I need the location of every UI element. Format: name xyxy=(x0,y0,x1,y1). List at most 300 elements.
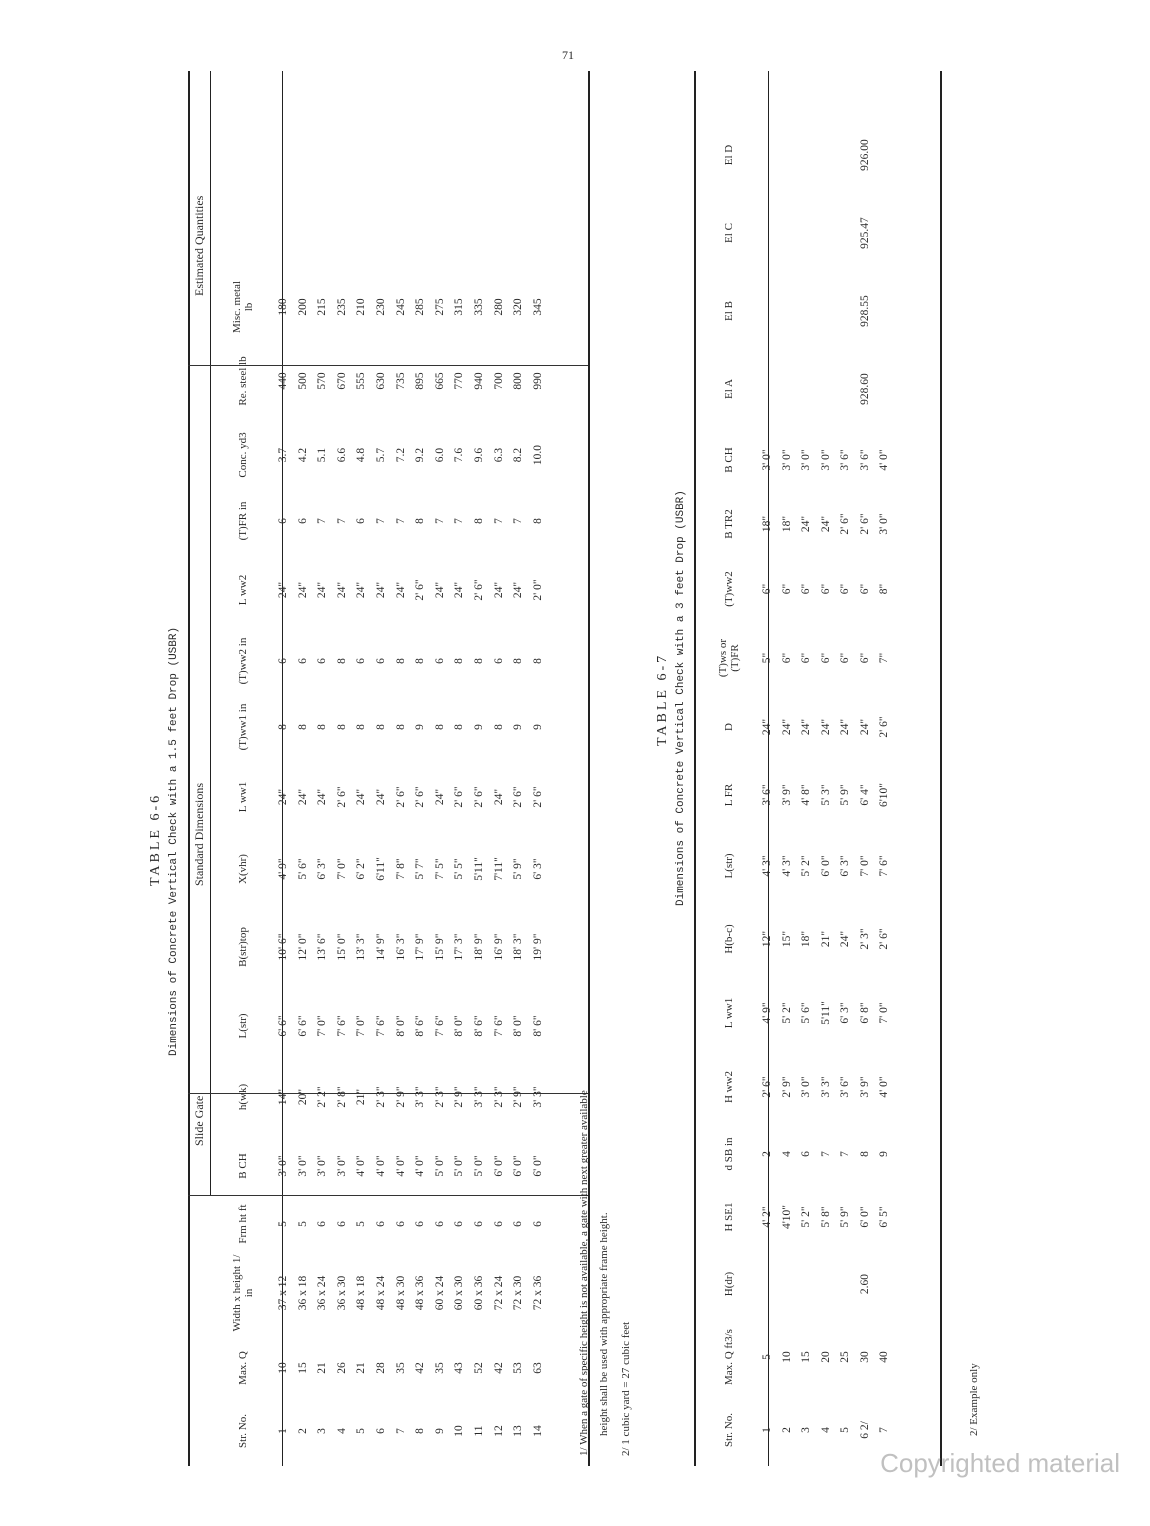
table-cell: 6 xyxy=(335,1221,348,1227)
table-cell: 5' 9" xyxy=(839,784,851,806)
table-cell: 7 xyxy=(819,1151,832,1157)
table1-top-rule xyxy=(188,71,190,1466)
table-cell: 3' 0" xyxy=(780,449,793,471)
t1-column-header: Re. steel lb xyxy=(237,356,249,406)
table-cell xyxy=(817,116,837,194)
table-cell: 8 xyxy=(531,518,544,524)
table-cell: 19' 9" xyxy=(531,933,544,961)
table-cell: 13 xyxy=(512,1425,525,1437)
table-cell: 3' 0" xyxy=(335,1155,348,1177)
table-cell: 6' 0" xyxy=(531,1155,544,1177)
table-cell: 24" xyxy=(819,718,832,736)
table-cell: 24" xyxy=(277,581,289,599)
t2-column-header: L ww1 xyxy=(723,997,735,1029)
table-cell: 4' 3" xyxy=(780,855,793,877)
table-cell: 17' 9" xyxy=(414,933,427,961)
table-cell: 7 xyxy=(453,518,466,524)
table-cell: 6 xyxy=(277,658,289,664)
table-cell: 30 xyxy=(858,1351,871,1363)
table-cell: 24" xyxy=(316,788,329,806)
footnote-1a: 1/ When a gate of specific height is not available, a gate with next greater available xyxy=(578,1090,590,1456)
table-cell: 52 xyxy=(472,1362,485,1374)
table-cell: 5' 6" xyxy=(296,858,309,880)
group-estimated-quantities: Estimated Quantities xyxy=(192,195,206,296)
table-cell: 60 x 24 xyxy=(433,1275,446,1311)
table-cell: 9.2 xyxy=(414,447,427,463)
table-cell: 6 xyxy=(492,1221,505,1227)
table-cell xyxy=(778,116,798,194)
table-cell: 8 xyxy=(316,724,329,730)
table-cell: 72 x 24 xyxy=(492,1275,505,1311)
table-cell: 13' 6" xyxy=(316,933,329,961)
table-cell xyxy=(817,194,837,272)
table-cell xyxy=(836,116,856,194)
table-cell: 24" xyxy=(374,788,387,806)
table-cell: 3' 0" xyxy=(316,1155,329,1177)
table-cell xyxy=(797,116,817,194)
table-cell: 2' 6" xyxy=(512,786,525,808)
table-cell: 2' 3" xyxy=(433,1086,446,1108)
table-cell: 5 xyxy=(296,1221,309,1227)
table-cell: 555 xyxy=(355,372,368,390)
table-cell: 9 xyxy=(878,1151,890,1157)
table-cell: 8' 6" xyxy=(531,1015,544,1037)
table-cell: 4' 0" xyxy=(878,1076,890,1098)
table-cell: 24" xyxy=(839,930,851,948)
table-cell: 24" xyxy=(277,788,289,806)
table-cell: 24" xyxy=(296,581,309,599)
table-cell xyxy=(836,194,856,272)
table-cell: 6 xyxy=(512,1221,525,1227)
table-cell: 24" xyxy=(394,581,407,599)
table-cell: 3' 0" xyxy=(878,513,890,535)
t1-column-header: L ww2 xyxy=(237,574,249,606)
table2-bottom-rule xyxy=(940,71,942,1466)
table-cell xyxy=(778,194,798,272)
t1-column-header: L ww1 xyxy=(237,781,249,813)
table-cell: 8" xyxy=(878,583,890,595)
t2-column-header: Max. Q ft3/s xyxy=(723,1329,735,1385)
table-cell xyxy=(797,350,817,428)
table-cell: 6 xyxy=(433,658,446,664)
table-cell: 7' 0" xyxy=(335,858,348,880)
group-slide-gate: Slide Gate xyxy=(192,1095,206,1146)
page-number: 71 xyxy=(562,48,574,62)
table-cell: 7 xyxy=(316,518,329,524)
table-cell: 24" xyxy=(453,581,466,599)
table-cell: 320 xyxy=(512,298,525,316)
table-cell: 18' 3" xyxy=(512,933,525,961)
table-cell: 8 xyxy=(453,658,466,664)
table-cell: 5' 9" xyxy=(512,858,525,880)
table-cell: 5.7 xyxy=(374,447,387,463)
table-cell: 13' 3" xyxy=(355,933,368,961)
table-cell: 53 xyxy=(512,1362,525,1374)
t2-column-header: (T)ww2 xyxy=(723,571,735,607)
table-cell: 2' 9" xyxy=(453,1086,466,1108)
table-cell: 7' 0" xyxy=(878,1002,890,1024)
table-cell: 9 xyxy=(433,1428,446,1434)
table-cell: 7' 6" xyxy=(492,1015,505,1037)
table-cell: 21 xyxy=(355,1362,368,1374)
table-cell: 6' 8" xyxy=(858,1002,871,1024)
table-cell: 24" xyxy=(355,581,368,599)
table1-caption: Dimensions of Concrete Vertical Check with a 1.5 feet Drop (USBR) xyxy=(168,626,180,1056)
table-cell: 235 xyxy=(335,298,348,316)
table-cell: 5' 0" xyxy=(472,1155,485,1177)
table-cell: 770 xyxy=(453,372,466,390)
table-cell: 37 x 12 xyxy=(277,1275,289,1311)
table-cell: 24" xyxy=(780,718,793,736)
table-cell: 8' 6" xyxy=(414,1015,427,1037)
table-cell: 5' 0" xyxy=(453,1155,466,1177)
table-cell: 2' 6" xyxy=(414,579,427,601)
table-cell xyxy=(836,1250,856,1318)
table-cell: 3 xyxy=(800,1427,812,1433)
table-cell: 9 xyxy=(512,724,525,730)
group-standard-dimensions: Standard Dimensions xyxy=(192,783,206,886)
table-cell xyxy=(875,116,895,194)
table-cell: 15 xyxy=(800,1351,812,1363)
table-cell: 5' 2" xyxy=(800,855,812,877)
table-cell: 6" xyxy=(858,652,871,664)
t1-column-header: B CH xyxy=(237,1153,249,1179)
table-cell: 5' 7" xyxy=(414,858,427,880)
table-cell: 210 xyxy=(355,298,368,316)
table-cell: 2' 6" xyxy=(394,786,407,808)
table-cell: 2' 6" xyxy=(453,786,466,808)
table-cell: 26 xyxy=(335,1362,348,1374)
footnote-1b: height shall be used with appropriate frame height. xyxy=(598,1212,610,1436)
table-cell: 5' 9" xyxy=(839,1206,851,1228)
table-cell: 8 xyxy=(394,658,407,664)
table-cell: 8 xyxy=(394,724,407,730)
table-cell: 6" xyxy=(819,652,832,664)
table-cell: 4' 0" xyxy=(355,1155,368,1177)
t1-column-header: h(wk) xyxy=(237,1083,249,1111)
table-cell: 5'11" xyxy=(819,1001,832,1025)
table-cell: 7 xyxy=(394,518,407,524)
t2-column-header: H SE1 xyxy=(723,1202,735,1232)
t1-column-header: X(vhr) xyxy=(237,854,249,884)
table-cell: 5" xyxy=(761,652,773,664)
table-cell: 940 xyxy=(472,372,485,390)
table-cell: 15" xyxy=(780,930,793,948)
table-cell: 6" xyxy=(800,583,812,595)
table-cell: 6' 3" xyxy=(839,855,851,877)
table-cell: 6 xyxy=(374,658,387,664)
table-cell: 315 xyxy=(453,298,466,316)
table-cell: 895 xyxy=(414,372,427,390)
table-cell: 18" xyxy=(800,930,812,948)
table-cell: 7' 5" xyxy=(433,858,446,880)
t2-column-header: d SB in xyxy=(723,1137,735,1171)
table-cell: 8 xyxy=(335,724,348,730)
table-cell: 735 xyxy=(394,372,407,390)
t2-column-header: Str. No. xyxy=(723,1413,735,1447)
table-cell: 4.2 xyxy=(296,447,309,463)
table-cell: 215 xyxy=(316,298,329,316)
table-cell: 5' 6" xyxy=(800,1002,812,1024)
table-cell: 3' 0" xyxy=(800,449,812,471)
table-cell: 7' 0" xyxy=(355,1015,368,1037)
t1-column-header: (T)FR in xyxy=(237,501,249,541)
table-cell: 7' 6" xyxy=(335,1015,348,1037)
table-cell: 7' 0" xyxy=(858,855,871,877)
table-cell: 6' 0" xyxy=(492,1155,505,1177)
table-cell xyxy=(758,1250,778,1318)
table-cell: 12' 0" xyxy=(296,933,309,961)
table-cell xyxy=(817,350,837,428)
table-cell: 10.0 xyxy=(531,444,544,466)
table-cell: 6 xyxy=(492,658,505,664)
t2-column-header: H(b-c) xyxy=(723,924,735,954)
table-cell: 928.60 xyxy=(858,373,871,405)
table-row xyxy=(313,272,333,1464)
table-cell: 5 xyxy=(277,1221,289,1227)
table-cell: 16' 9" xyxy=(492,933,505,961)
table-cell: 17' 3" xyxy=(453,933,466,961)
table-cell: 6 xyxy=(277,518,289,524)
table-cell: 7 xyxy=(492,518,505,524)
table-cell: 7 xyxy=(433,518,446,524)
table-cell: 4 xyxy=(335,1428,348,1434)
table-cell: 9 xyxy=(414,724,427,730)
table-cell: 5 xyxy=(839,1427,851,1433)
table-cell: 245 xyxy=(394,298,407,316)
table-cell: 180 xyxy=(277,298,289,316)
table-cell: 24" xyxy=(800,515,812,533)
table-cell: 8 xyxy=(492,724,505,730)
table-cell: 20 xyxy=(819,1351,832,1363)
table2 xyxy=(700,116,895,1464)
table-cell: 6' 3" xyxy=(316,858,329,880)
table-cell: 5' 0" xyxy=(433,1155,446,1177)
table-cell xyxy=(797,272,817,350)
table-cell: 6 xyxy=(800,1151,812,1157)
table-row xyxy=(450,272,470,1464)
table-cell: 6 xyxy=(316,658,329,664)
table-cell: 5.1 xyxy=(316,447,329,463)
table-cell: 4.8 xyxy=(355,447,368,463)
table-cell: 6 xyxy=(316,1221,329,1227)
table-cell xyxy=(758,272,778,350)
table-cell: 5 xyxy=(355,1221,368,1227)
table-cell: 5' 2" xyxy=(800,1206,812,1228)
table-cell: 665 xyxy=(433,372,446,390)
t2-column-header: El C xyxy=(723,223,735,243)
table-cell: 6" xyxy=(819,583,832,595)
table-cell: 2' 6" xyxy=(472,786,485,808)
table-cell: 25 xyxy=(839,1351,851,1363)
table-cell: 11 xyxy=(472,1425,485,1437)
t2-column-header: (T)ws or (T)FR xyxy=(717,638,741,678)
table-cell xyxy=(875,272,895,350)
table-row xyxy=(294,272,314,1464)
table2-title: TABLE 6-7 xyxy=(655,652,670,746)
table-cell: 6 xyxy=(355,518,368,524)
table-row xyxy=(352,272,372,1464)
table-cell: 230 xyxy=(374,298,387,316)
table-cell: 3' 3" xyxy=(472,1086,485,1108)
table-cell: 6' 3" xyxy=(531,858,544,880)
t1-column-header: B(str)top xyxy=(237,927,249,967)
table-cell: 5 xyxy=(355,1428,368,1434)
t2-column-header: L(str) xyxy=(723,853,735,879)
table-cell: 8 xyxy=(374,724,387,730)
table-cell: 3 xyxy=(316,1428,329,1434)
table1-group-rule xyxy=(210,71,211,1196)
table-cell: 43 xyxy=(453,1362,466,1374)
table-cell: 4' 3" xyxy=(761,855,773,877)
table-cell xyxy=(778,1250,798,1318)
table-cell: 8 xyxy=(414,518,427,524)
table-cell xyxy=(875,194,895,272)
table-cell: 18" xyxy=(761,515,773,533)
table-cell: 60 x 30 xyxy=(453,1275,466,1311)
table-cell: 6 xyxy=(472,1221,485,1227)
table-cell: 36 x 18 xyxy=(296,1275,309,1311)
table-cell: 440 xyxy=(277,372,289,390)
t2-column-header: El B xyxy=(723,301,735,321)
table-cell: 4' 8" xyxy=(800,784,812,806)
table-cell: 2' 6" xyxy=(761,1076,773,1098)
table-cell xyxy=(875,1250,895,1318)
table-cell: 4' 0" xyxy=(878,449,890,471)
table-cell: 8 xyxy=(335,658,348,664)
table2-caption: Dimensions of Concrete Vertical Check with a 3 feet Drop (USBR) xyxy=(675,490,687,906)
table-cell: 6 xyxy=(296,518,309,524)
table2-top-rule xyxy=(694,71,696,1466)
table-cell: 3.7 xyxy=(277,447,289,463)
table-cell: 8 xyxy=(296,724,309,730)
table-cell: 7'11" xyxy=(492,857,505,881)
footnote-2: 2/ 1 cubic yard = 27 cubic feet xyxy=(620,1321,632,1456)
table-cell: 570 xyxy=(316,372,329,390)
table-cell: 28 xyxy=(374,1362,387,1374)
table-cell: 6 2/ xyxy=(858,1421,871,1439)
table-cell: 3' 3" xyxy=(414,1086,427,1108)
table-cell: 3' 3" xyxy=(819,1076,832,1098)
table-cell: 24" xyxy=(374,581,387,599)
table-cell: 4 xyxy=(780,1151,793,1157)
table-row xyxy=(758,116,778,1464)
table-cell xyxy=(817,1250,837,1318)
table-cell: 6 xyxy=(531,1221,544,1227)
t1-column-header: (T)ww2 in xyxy=(237,637,249,685)
table-cell: 1 xyxy=(277,1428,289,1434)
table-cell: 4' 0" xyxy=(374,1155,387,1177)
table-row xyxy=(778,116,798,1464)
table-cell xyxy=(758,194,778,272)
table1-title: TABLE 6-6 xyxy=(148,792,163,886)
table-cell: 21 xyxy=(316,1362,329,1374)
table-cell: 36 x 30 xyxy=(335,1275,348,1311)
table-cell: 6' 3" xyxy=(839,1002,851,1024)
t1-column-header: (T)ww1 in xyxy=(237,703,249,751)
table-row xyxy=(431,272,451,1464)
table-cell: 21" xyxy=(819,930,832,948)
t2-column-header: H ww2 xyxy=(723,1070,735,1104)
table-cell: 345 xyxy=(531,298,544,316)
t1-column-header: Conc. yd3 xyxy=(237,432,249,478)
table-cell: 24" xyxy=(355,788,368,806)
table-cell: 8 xyxy=(472,658,485,664)
table-cell: 24" xyxy=(839,718,851,736)
table-cell: 8 xyxy=(472,518,485,524)
table-cell: 6" xyxy=(858,583,871,595)
table-cell: 2' 6" xyxy=(414,786,427,808)
table-cell: 14' 9" xyxy=(374,933,387,961)
table-cell: 4' 9" xyxy=(761,1002,773,1024)
table-cell: 2' 9" xyxy=(780,1076,793,1098)
table-cell: 18" xyxy=(780,515,793,533)
table-cell: 24" xyxy=(335,581,348,599)
table-cell: 7' 0" xyxy=(316,1015,329,1037)
table-cell: 800 xyxy=(512,372,525,390)
table-cell: 21" xyxy=(355,1088,368,1106)
table-cell: 670 xyxy=(335,372,348,390)
table-cell: 8 xyxy=(858,1151,871,1157)
table-cell: 200 xyxy=(296,298,309,316)
table-cell: 6 xyxy=(433,1221,446,1227)
table-cell: 14" xyxy=(277,1088,289,1106)
table-cell: 7.6 xyxy=(453,447,466,463)
table-cell: 6'10" xyxy=(878,782,890,808)
table-cell: 2' 3" xyxy=(858,928,871,950)
table-row xyxy=(274,272,294,1464)
table-cell: 8 xyxy=(277,724,289,730)
table-cell xyxy=(778,272,798,350)
table-cell: 2' 6" xyxy=(878,928,890,950)
table-cell: 2' 6" xyxy=(839,513,851,535)
table-cell: 10' 6" xyxy=(277,933,289,961)
table-cell: 5' 5" xyxy=(453,858,466,880)
table-cell: 24" xyxy=(858,718,871,736)
table1 xyxy=(212,272,548,1464)
table-cell: 24" xyxy=(492,788,505,806)
table-cell: 2.60 xyxy=(858,1273,871,1295)
table-cell: 7' 6" xyxy=(374,1015,387,1037)
table-cell: 8 xyxy=(414,1428,427,1434)
table-row xyxy=(490,272,510,1464)
table-cell: 48 x 36 xyxy=(414,1275,427,1311)
table-row xyxy=(856,116,876,1464)
t2-column-header: H(dr) xyxy=(723,1271,735,1297)
table-cell: 6 xyxy=(374,1221,387,1227)
t1-column-header: Frm ht ft xyxy=(237,1204,249,1244)
table-cell: 48 x 24 xyxy=(374,1275,387,1311)
table-cell: 7 xyxy=(839,1151,851,1157)
table-cell: 35 xyxy=(433,1362,446,1374)
table-cell: 3' 0" xyxy=(819,449,832,471)
table-cell: 8 xyxy=(531,658,544,664)
table-cell xyxy=(875,350,895,428)
watermark: Copyrighted material xyxy=(880,1448,1120,1478)
table-cell xyxy=(758,350,778,428)
table-cell xyxy=(817,272,837,350)
table-cell: 2' 6" xyxy=(531,786,544,808)
table-cell: 63 xyxy=(531,1362,544,1374)
table-cell: 12 xyxy=(492,1425,505,1437)
table-cell: 15' 9" xyxy=(433,933,446,961)
table-cell: 4' 0" xyxy=(414,1155,427,1177)
table-cell: 9 xyxy=(531,724,544,730)
table-cell: 24" xyxy=(819,515,832,533)
t1-column-header: Max. Q xyxy=(237,1351,249,1385)
table-cell: 4'10" xyxy=(780,1204,793,1230)
table-row xyxy=(470,272,490,1464)
